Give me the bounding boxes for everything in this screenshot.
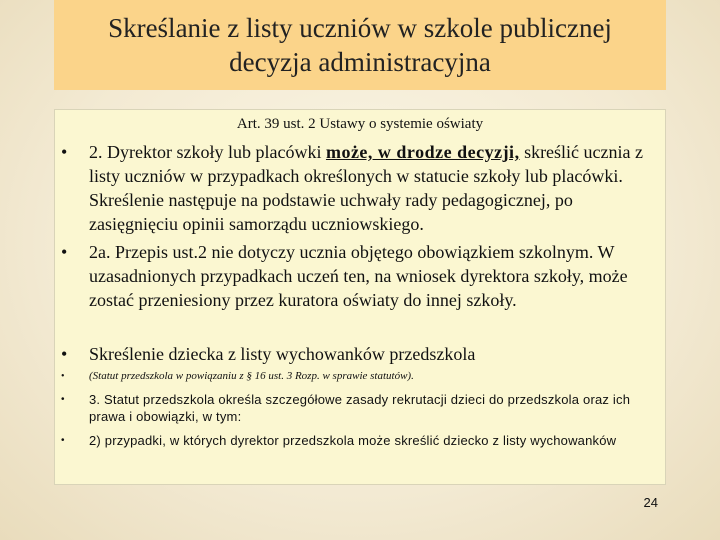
bullet-marker: • — [61, 142, 68, 162]
list-item-text: (Statut przedszkola w powiązaniu z § 16 ust. 3 Rozp. w sprawie statutów). — [89, 370, 414, 382]
title-line-1: Skreślanie z listy uczniów w szkole publicznej — [108, 13, 612, 43]
list-item-text: 2) przypadki, w których dyrektor przedszkola może skreślić dziecko z listy wychowanków — [89, 433, 617, 448]
list-item-text — [89, 140, 657, 236]
list-item-text-start: 2. Dyrektor szkoły lub placówki — [89, 142, 326, 162]
bullet-marker: • — [61, 242, 68, 262]
content-panel — [54, 109, 666, 485]
legal-reference: Art. 39 ust. 2 Ustawy o systemie oświaty — [236, 116, 484, 132]
list-item-text-end: skreślić ucznia z listy uczniów w przypadkach określonych w statucie szkoły lub placówki. Skreślenie następuje na podstawie uchwały rady pedagogicznej, po zasięgnięciu opinii samorządu uczniowskiego. — [89, 142, 644, 234]
emphasized-phrase: może, w drodze decyzji, — [325, 142, 520, 162]
list-item-text: Skreślenie dziecka z listy wychowanków przedszkola — [89, 344, 476, 364]
page-number: 24 — [643, 495, 658, 510]
title-line-2: decyzja administracyjna — [229, 47, 491, 77]
bullet-marker: • — [61, 371, 65, 382]
title-banner — [54, 0, 666, 90]
bullet-marker: • — [61, 344, 68, 364]
list-item-text: 2a. Przepis ust.2 nie dotyczy ucznia objętego obowiązkiem szkolnym. W uzasadnionych przypadkach uczeń ten, na wniosek dyrektora szkoły, może zostać przeniesiony przez kuratora oświaty do innej szkoły. — [89, 242, 628, 310]
bullet-marker: • — [61, 435, 65, 446]
list-item-text: 3. Statut przedszkola określa szczegółowe zasady rekrutacji dzieci do przedszkola oraz ich prawa i obowiązki, w tym: — [89, 392, 631, 424]
bullet-marker: • — [61, 394, 65, 405]
